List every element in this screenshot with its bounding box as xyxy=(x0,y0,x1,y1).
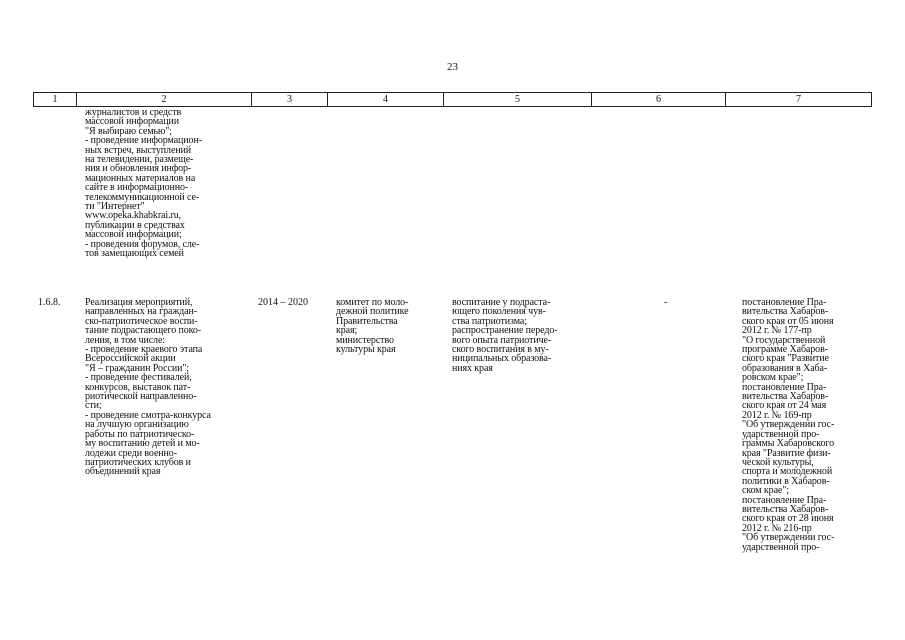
text-line: ных встреч, выступлений xyxy=(85,144,192,156)
text-line: граммы Хабаровского xyxy=(742,438,835,450)
text-line: ниях края xyxy=(452,362,493,374)
text-line: 2012 г. № 216-пр xyxy=(742,522,812,534)
text-line: ского края от 28 июня xyxy=(742,513,834,525)
text-item xyxy=(85,373,255,411)
text-line: воспитание у подраста- xyxy=(452,297,551,308)
text-item xyxy=(85,298,255,345)
text-line: культуры края xyxy=(336,344,396,356)
text-item xyxy=(742,496,872,552)
text-item xyxy=(85,240,255,259)
text-line: вительства Хабаров- xyxy=(742,306,829,318)
text-line: ского края от 05 июня xyxy=(742,315,834,327)
text-line: конкурсов, выставок пат- xyxy=(85,381,191,393)
text-line: вительства Хабаров- xyxy=(742,503,829,515)
row-column-7-legal-acts xyxy=(742,298,872,552)
text-line: 2012 г. № 177-пр xyxy=(742,325,812,337)
text-line: - проведение фестивалей, xyxy=(85,372,192,384)
text-line: края "Развитие физи- xyxy=(742,447,831,459)
text-line: ти "Интернет" xyxy=(85,201,145,213)
text-line: программе Хабаров- xyxy=(742,344,828,356)
text-item xyxy=(85,345,255,373)
text-line: ского края от 24 мая xyxy=(742,400,827,412)
row-column-6-value: - xyxy=(664,297,668,308)
text-line: 2012 г. № 169-пр xyxy=(742,409,812,421)
text-line: направленных на граждан- xyxy=(85,306,197,318)
text-line: му воспитанию детей и мо- xyxy=(85,438,200,450)
text-line: Реализация мероприятий, xyxy=(85,297,193,308)
text-line: - проведение смотра-конкурса xyxy=(85,409,211,421)
text-line: публикации в средствах xyxy=(85,219,185,231)
text-item xyxy=(85,411,255,477)
text-line: Правительства xyxy=(336,315,398,327)
text-line: ском крае"; xyxy=(742,485,789,497)
column-header-7: 7 xyxy=(726,93,872,107)
text-line: ударственной про- xyxy=(742,541,820,553)
column-header-2: 2 xyxy=(77,93,252,107)
text-item xyxy=(742,298,872,383)
text-line: вительства Хабаров- xyxy=(742,391,829,403)
column-header-table xyxy=(33,92,872,107)
text-line: распространение передо- xyxy=(452,325,558,337)
text-line: "Я – гражданин России"; xyxy=(85,362,189,374)
text-line: вого опыта патриотиче- xyxy=(452,334,552,346)
text-line: образования в Хаба- xyxy=(742,362,828,374)
text-line: ударственной про- xyxy=(742,428,820,440)
text-line: - проведение краевого этапа xyxy=(85,344,203,356)
row-column-5-results xyxy=(452,298,597,373)
text-line: ства патриотизма; xyxy=(452,315,527,327)
column-header-6: 6 xyxy=(592,93,726,107)
text-line: "Об утверждении гос- xyxy=(742,419,835,431)
column-header-1: 1 xyxy=(34,93,77,107)
text-line: на телевидении, размеще- xyxy=(85,154,194,166)
text-line: ского воспитания в му- xyxy=(452,344,549,356)
text-line: постановление Пра- xyxy=(742,494,827,506)
text-line: лодежи среди военно- xyxy=(85,447,177,459)
text-item xyxy=(336,298,446,336)
page-number: 23 xyxy=(447,61,458,73)
row-period: 2014 – 2020 xyxy=(258,297,308,308)
text-line: ского края "Развитие xyxy=(742,353,829,365)
carry-over-column-2 xyxy=(85,108,255,259)
row-column-4-executors xyxy=(336,298,446,354)
column-header-3: 3 xyxy=(252,93,328,107)
text-line: постановление Пра- xyxy=(742,297,827,308)
text-line: сти; xyxy=(85,400,102,412)
text-item xyxy=(742,383,872,496)
text-line: www.opeka.khabkrai.ru, xyxy=(85,210,182,222)
text-line: ющего поколения чув- xyxy=(452,306,546,318)
text-line: телекоммуникационной се- xyxy=(85,191,200,203)
text-line: объединений края xyxy=(85,466,161,478)
text-line: - проведения форумов, сле- xyxy=(85,238,200,250)
text-line: министерство xyxy=(336,334,394,346)
text-line: на лучшую организацию xyxy=(85,419,189,431)
text-line: дежной политике xyxy=(336,306,409,318)
text-line: Всероссийской акции xyxy=(85,353,176,365)
text-line: ровском крае"; xyxy=(742,372,804,384)
column-header-row xyxy=(34,93,872,107)
column-header-5: 5 xyxy=(444,93,592,107)
column-header-4: 4 xyxy=(328,93,444,107)
text-line: массовой информации xyxy=(85,116,179,128)
text-line: массовой информации; xyxy=(85,229,182,241)
text-line: "О государственной xyxy=(742,334,826,346)
text-item xyxy=(336,336,446,355)
row-number: 1.6.8. xyxy=(38,297,61,308)
text-line: ления, в том числе: xyxy=(85,334,165,346)
text-line: мационных материалов на xyxy=(85,172,196,184)
text-line: "Я выбираю семью"; xyxy=(85,125,172,137)
text-line: ния и обновления инфор- xyxy=(85,163,192,175)
text-line: тание подрастающего поко- xyxy=(85,325,202,337)
text-line: риотической направленно- xyxy=(85,391,197,403)
text-line: спорта и молодежной xyxy=(742,466,833,478)
text-line: ско-патриотическое воспи- xyxy=(85,315,198,327)
text-line: журналистов и средств xyxy=(85,107,182,118)
text-line: ниципальных образова- xyxy=(452,353,552,365)
text-line: работы по патриотическо- xyxy=(85,428,195,440)
text-line: политики в Хабаров- xyxy=(742,475,830,487)
text-line: комитет по моло- xyxy=(336,297,409,308)
text-line: - проведение информацион- xyxy=(85,135,202,147)
text-item xyxy=(85,136,255,239)
text-line: "Об утверждении гос- xyxy=(742,532,835,544)
text-item xyxy=(452,326,597,373)
text-line: сайте в информационно- xyxy=(85,182,189,194)
text-line: постановление Пра- xyxy=(742,381,827,393)
text-line: патриотических клубов и xyxy=(85,456,191,468)
text-line: края; xyxy=(336,325,358,337)
text-item xyxy=(85,108,255,136)
text-line: ческой культуры, xyxy=(742,456,814,468)
text-item xyxy=(452,298,597,326)
text-line: тов замещающих семей xyxy=(85,248,184,260)
row-column-2-activities xyxy=(85,298,255,477)
